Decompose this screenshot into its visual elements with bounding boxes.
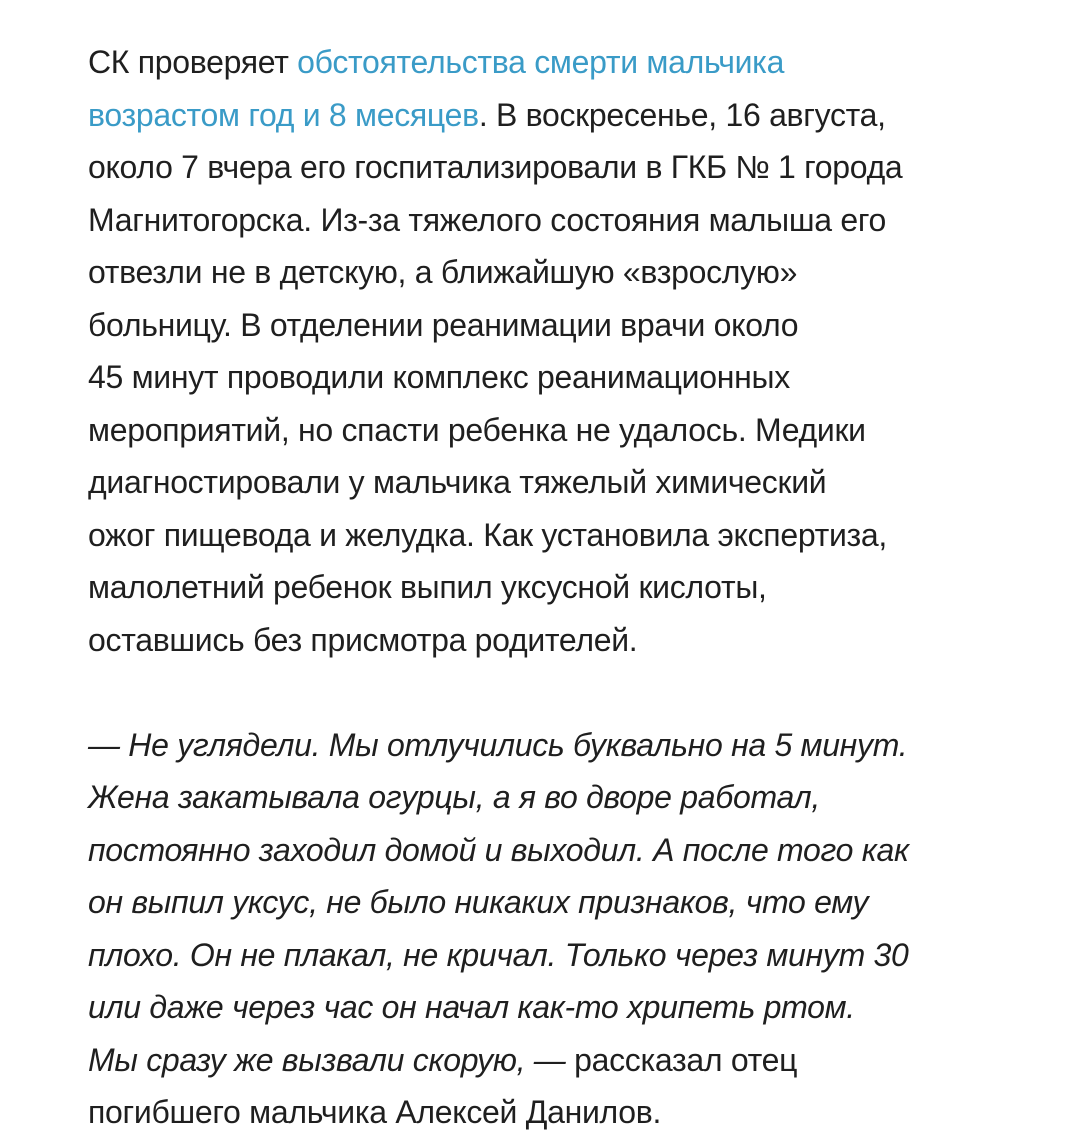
text-line: 45 минут проводили комплекс реанимационных [88,359,790,395]
paragraph-quote [88,719,1008,1139]
text-line: малолетний ребенок выпил уксусной кислоты, [88,569,767,605]
quote-line: Жена закатывала огурцы, а я во дворе работал, [88,779,820,815]
attribution-fragment: рассказал отец [565,1041,798,1078]
text-line: мероприятий, но спасти ребенка не удалось. Медики [88,411,866,448]
quote-line: плохо. Он не плакал, не кричал. Только через минут 30 [88,936,909,973]
attribution-line: погибшего мальчика Алексей Данилов. [88,1094,662,1130]
quote-fragment: Мы сразу же вызвали скорую, — [88,1041,566,1078]
text-line: диагностировали у мальчика тяжелый химический [88,464,827,500]
quote-line: он выпил уксус, не было никаких признаков, что ему [88,884,869,920]
text-line: оставшись без присмотра родителей. [88,621,638,658]
text-line: ожог пищевода и желудка. Как установила экспертиза, [88,516,887,553]
text-line [88,89,1008,142]
article-link[interactable]: обстоятельства смерти мальчика [297,44,785,80]
text-line: отвезли не в детскую, а ближайшую «взрослую» [88,254,798,290]
text-fragment: СК проверяет [88,44,298,80]
paragraph-news [88,36,1008,666]
text-line: Магнитогорска. Из-за тяжелого состояния малыша его [88,201,887,238]
text-line [88,36,1008,89]
text-line: больницу. В отделении реанимации врачи около [88,306,799,343]
quote-line: постоянно заходил домой и выходил. А после того как [88,831,909,868]
paragraph-spacer [88,666,1008,719]
quote-line [88,1034,1008,1087]
quote-line: или даже через час он начал как-то хрипеть ртом. [88,989,855,1025]
quote-line: — Не углядели. Мы отлучились буквально на 5 минут. [88,726,908,763]
text-fragment: . В воскресенье, 16 августа, [478,96,886,133]
article-link-continuation[interactable]: возрастом год и 8 месяцев [88,96,479,133]
article-body [88,36,1008,1139]
text-line: около 7 вчера его госпитализировали в ГКБ № 1 города [88,149,903,185]
